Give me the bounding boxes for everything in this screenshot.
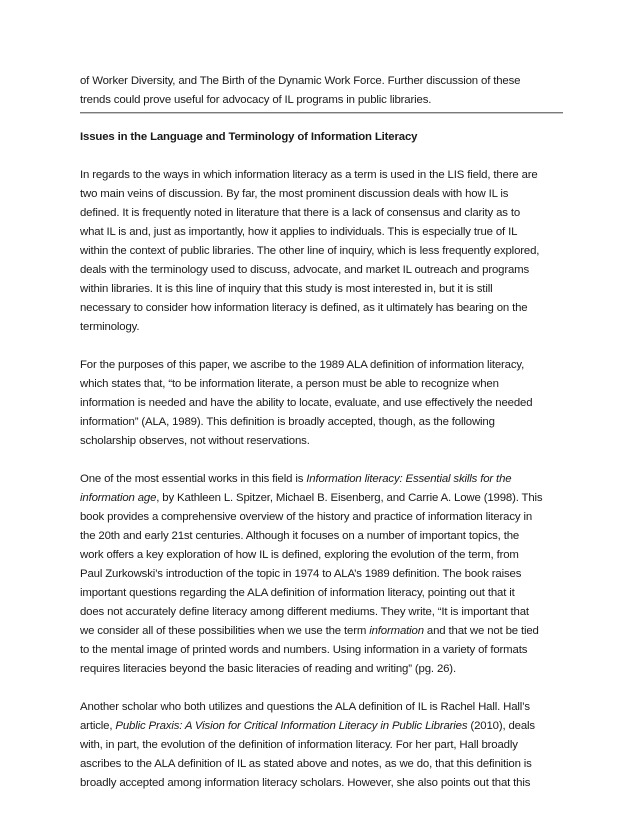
text-line: what IL is and, just as importantly, how it applies to individuals. This is especially true of IL	[80, 226, 518, 238]
paragraph-ala-definition	[80, 356, 570, 451]
text-line: within the context of public libraries. The other line of inquiry, which is less frequently explored,	[80, 245, 540, 257]
text-run: One of the most essential works in this field is	[80, 473, 307, 485]
text-line: the 20th and early 21st centuries. Although it focuses on a number of important topics, the	[80, 530, 520, 542]
book-title: information age	[80, 492, 157, 504]
text-line: deals with the terminology used to discuss, advocate, and market IL outreach and programs	[80, 264, 530, 276]
text-line: important questions regarding the ALA definition of information literacy, pointing out that it	[80, 587, 515, 599]
text-line: defined. It is frequently noted in literature that there is a lack of consensus and clarity as to	[80, 207, 521, 219]
text-line: scholarship observes, not without reservations.	[80, 435, 310, 447]
text-line: trends could prove useful for advocacy of IL programs in public libraries.	[80, 94, 432, 106]
article-title: Public Praxis: A Vision for Critical Information Literacy in Public Libraries	[115, 720, 468, 732]
document-page	[80, 72, 570, 812]
text-line: with, in part, the evolution of the definition of information literacy. For her part, Hall broadly	[80, 739, 518, 751]
paragraph-rachel-hall	[80, 698, 570, 793]
text-line: Paul Zurkowski’s introduction of the topic in 1974 to ALA’s 1989 definition. The book raises	[80, 568, 522, 580]
text-line: within libraries. It is this line of inquiry that this study is most interested in, but it is still	[80, 283, 493, 295]
text-line: information” (ALA, 1989). This definition is broadly accepted, though, as the following	[80, 416, 495, 428]
horizontal-rule	[80, 112, 563, 114]
section-heading: Issues in the Language and Terminology of Information Literacy	[80, 131, 418, 143]
text-line: work offers a key exploration of how IL is defined, exploring the evolution of the term, from	[80, 549, 519, 561]
text-run: and that we not be tied	[423, 625, 539, 637]
text-line: which states that, “to be information literate, a person must be able to recognize when	[80, 378, 499, 390]
text-line: does not accurately define literacy among different mediums. They write, “It is important that	[80, 606, 529, 618]
text-run: article,	[80, 720, 116, 732]
text-line	[80, 489, 570, 508]
intro-paragraph	[80, 72, 570, 110]
paragraph-spitzer-work	[80, 470, 570, 679]
text-line: broadly accepted among information literacy scholars. However, she also points out that this	[80, 777, 531, 789]
text-line: of Worker Diversity, and The Birth of the Dynamic Work Force. Further discussion of these	[80, 75, 521, 87]
emphasized-term: information	[369, 625, 424, 637]
text-line: In regards to the ways in which information literacy as a term is used in the LIS field, there are	[80, 169, 538, 181]
text-line: terminology.	[80, 321, 140, 333]
text-line: requires literacies beyond the basic literacies of reading and writing” (pg. 26).	[80, 663, 456, 675]
text-line	[80, 717, 570, 736]
text-run: (2010), deals	[467, 720, 535, 732]
book-title: Information literacy: Essential skills for the	[306, 473, 512, 485]
paragraph-definition-discussion	[80, 166, 570, 337]
text-line: Another scholar who both utilizes and questions the ALA definition of IL is Rachel Hall. Hall’s	[80, 701, 530, 713]
text-line	[80, 622, 570, 641]
text-line: to the mental image of printed words and numbers. Using information in a variety of formats	[80, 644, 528, 656]
text-line: information is needed and have the ability to locate, evaluate, and use effectively the needed	[80, 397, 533, 409]
text-line: book provides a comprehensive overview of the history and practice of information literacy in	[80, 511, 533, 523]
text-line: ascribes to the ALA definition of IL as stated above and notes, as we do, that this definition is	[80, 758, 532, 770]
text-run: we consider all of these possibilities when we use the term	[80, 625, 370, 637]
text-line: two main veins of discussion. By far, the most prominent discussion deals with how IL is	[80, 188, 509, 200]
text-run: , by Kathleen L. Spitzer, Michael B. Eisenberg, and Carrie A. Lowe (1998). This	[156, 492, 543, 504]
text-line: necessary to consider how information literacy is defined, as it ultimately has bearing on the	[80, 302, 528, 314]
text-line: For the purposes of this paper, we ascribe to the 1989 ALA definition of information literacy,	[80, 359, 525, 371]
text-line	[80, 470, 570, 489]
